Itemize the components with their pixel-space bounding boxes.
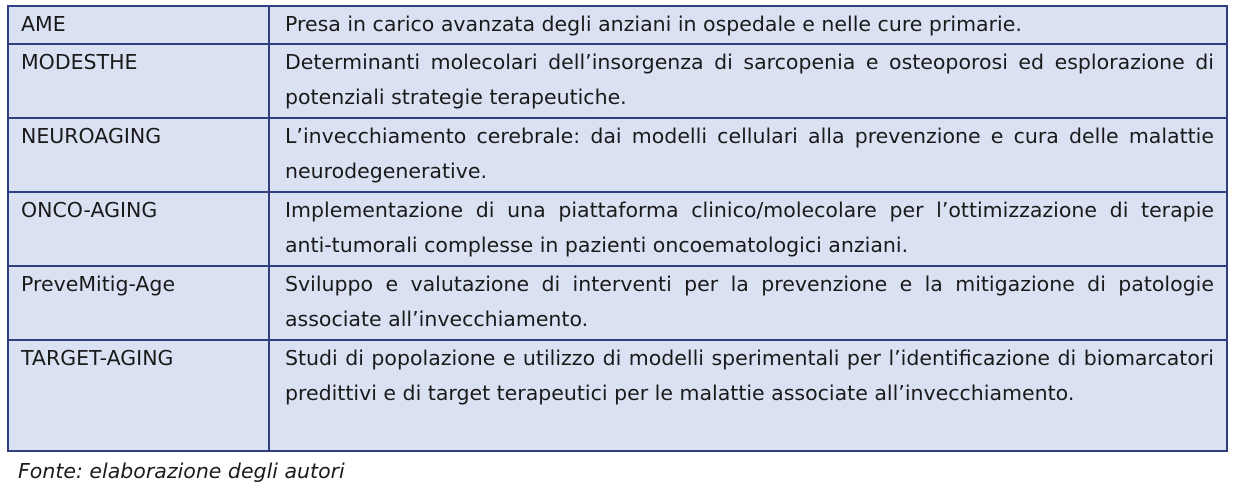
table-row [9, 118, 1226, 192]
table-row [9, 192, 1226, 266]
project-description-cell: Implementazione di una piattaforma clinico/molecolare per l’ottimizzazione di terapie anti-tumorali complesse in pazienti oncoematologici anziani. [269, 192, 1226, 266]
project-description-cell: Presa in carico avanzata degli anziani in ospedale e nelle cure primarie. [269, 7, 1226, 44]
project-description-cell: L’invecchiamento cerebrale: dai modelli cellulari alla prevenzione e cura delle malattie neurodegenerative. [269, 118, 1226, 192]
table-row [9, 266, 1226, 340]
project-code-cell: TARGET-AGING [9, 340, 269, 450]
project-code-cell: PreveMitig-Age [9, 266, 269, 340]
project-code-cell: NEUROAGING [9, 118, 269, 192]
table-row [9, 44, 1226, 118]
project-code-cell: MODESTHE [9, 44, 269, 118]
projects-table [9, 7, 1226, 450]
project-description-cell: Determinanti molecolari dell’insorgenza di sarcopenia e osteoporosi ed esplorazione di potenziali strategie terapeutiche. [269, 44, 1226, 118]
projects-table-container [7, 5, 1228, 452]
project-code-cell: AME [9, 7, 269, 44]
source-note: Fonte: elaborazione degli autori [18, 459, 345, 483]
project-description-cell: Studi di popolazione e utilizzo di modelli sperimentali per l’identificazione di biomarcatori predittivi e di target terapeutici per le malattie associate all’invecchiamento. [269, 340, 1226, 450]
project-code-cell: ONCO-AGING [9, 192, 269, 266]
table-row [9, 340, 1226, 450]
project-description-cell: Sviluppo e valutazione di interventi per la prevenzione e la mitigazione di patologie associate all’invecchiamento. [269, 266, 1226, 340]
table-row [9, 7, 1226, 44]
